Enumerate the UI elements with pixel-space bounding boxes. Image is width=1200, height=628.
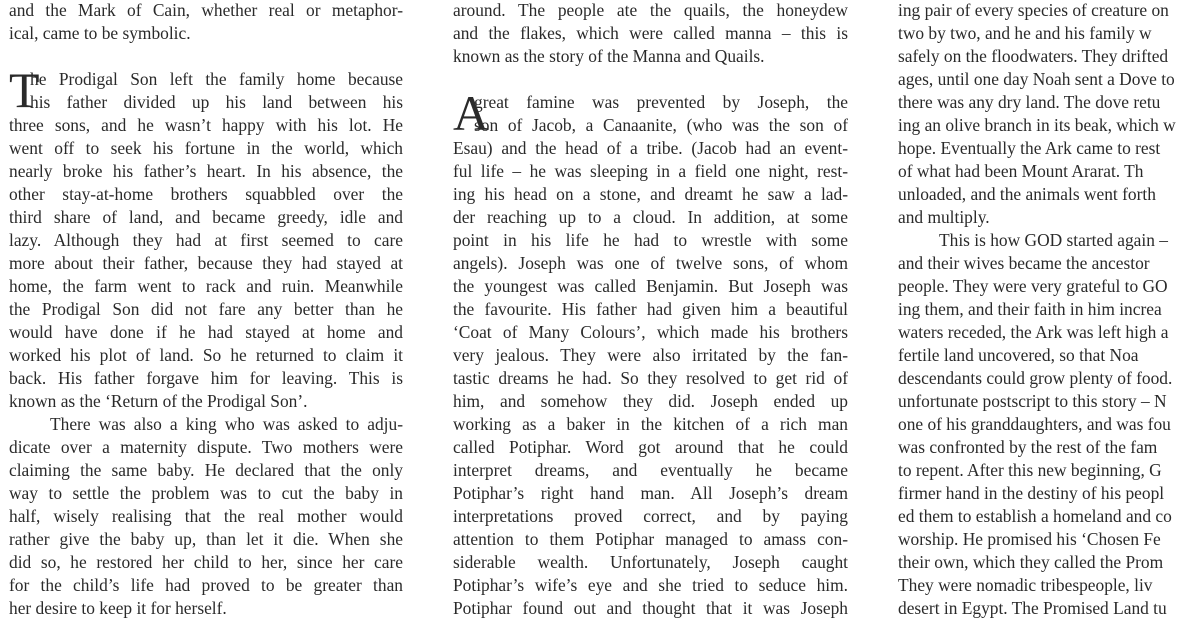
text-line: Potiphar’s right hand man. All Joseph’s dream [453,483,848,503]
text-line: Esau) and the head of a tribe. (Jacob had an event- [453,138,848,158]
text-line: point in his life he had to wrestle with some [453,230,848,250]
text-line: other stay-at-home brothers squabbled over the [9,184,403,204]
text-line: Potiphar’s wife’s eye and she tried to seduce him. [453,575,848,595]
text-line: firmer hand in the destiny of his peopl [898,483,1165,503]
text-line: and the flakes, which were called manna – this is [453,23,848,43]
text-line: rather give the baby up, than let it die. When she [9,529,403,549]
text-line: called Potiphar. Word got around that he could [453,437,848,457]
text-line: way to settle the problem was to cut the baby in [9,483,403,503]
text-line: and the Mark of Cain, whether real or metaphor- [9,0,403,20]
text-line: siderable wealth. Unfortunately, Joseph caught [453,552,848,572]
text-line: for the child’s life had proved to be greater than [9,575,403,595]
text-line: safely on the floodwaters. They drifted [898,46,1169,66]
text-line: people. They were very grateful to GO [898,276,1168,296]
text-line: their own, which they called the Prom [898,552,1164,572]
text-column-right-cropped [898,0,1200,628]
text-line: There was also a king who was asked to adju- [50,414,403,434]
text-line: ‘Coat of Many Colours’, which made his brothers [453,322,848,342]
text-line: fertile land uncovered, so that Noa [898,345,1139,365]
drop-cap: T [9,62,40,118]
text-line: the favourite. His father had given him a beautiful [453,299,848,319]
text-line: back. His father forgave him for leaving. This is [9,368,403,388]
text-line: and their wives became the ancestor [898,253,1150,273]
text-line: working as a baker in the kitchen of a rich man [453,414,848,434]
text-line: known as the story of the Manna and Quails. [453,46,765,66]
text-column-left [9,0,403,628]
text-line: attention to them Potiphar managed to amass con- [453,529,848,549]
text-line: worship. He promised his ‘Chosen Fe [898,529,1161,549]
text-line: angels). Joseph was one of twelve sons, of whom [453,253,848,273]
text-line: unfortunate postscript to this story – N [898,391,1167,411]
text-line: ical, came to be symbolic. [9,23,191,43]
text-line: ful life – he was sleeping in a field one night, rest- [453,161,848,181]
text-line: to repent. After this new beginning, G [898,460,1162,480]
text-line: of what had been Mount Ararat. Th [898,161,1144,181]
text-line: did so, he restored her child to her, since her care [9,552,403,572]
text-line: there was any dry land. The dove retu [898,92,1161,112]
text-line: interpret dreams, and eventually he became [453,460,848,480]
text-line: and multiply. [898,207,990,227]
text-line: his father divided up his land between his [30,92,403,112]
text-line: lazy. Although they had at first seemed to care [9,230,403,250]
text-line: They were nomadic tribespeople, liv [898,575,1153,595]
text-line: desert in Egypt. The Promised Land tu [898,598,1167,618]
text-line: one of his granddaughters, and was fou [898,414,1171,434]
drop-cap: A [453,85,490,141]
text-line: went off to seek his fortune in the world, which [9,138,403,158]
text-line: ing his head on a stone, and dreamt he saw a lad- [453,184,848,204]
text-line: great famine was prevented by Joseph, the [474,92,848,112]
text-line: tastic dreams he had. So they resolved to get rid of [453,368,848,388]
paragraph-gap [9,45,403,68]
text-line: Potiphar found out and thought that it was Joseph [453,598,848,618]
text-line: more about their father, because they had stayed at [9,253,403,273]
text-line: third share of land, and became greedy, idle and [9,207,403,227]
text-line: ing an olive branch in its beak, which w [898,115,1176,135]
text-line: nearly broke his father’s heart. In his absence, the [9,161,403,181]
text-line: claiming the same baby. He declared that the only [9,460,403,480]
text-line: hope. Eventually the Ark came to rest [898,138,1161,158]
paragraph-gap [453,68,848,91]
text-line: the Prodigal Son did not fare any better than he [9,299,403,319]
text-line: three sons, and he wasn’t happy with his lot. He [9,115,403,135]
text-line: ing pair of every species of creature on [898,0,1169,20]
text-line: ing them, and their faith in him increa [898,299,1162,319]
text-line: was confronted by the rest of the fam [898,437,1158,457]
text-line: waters receded, the Ark was left high a [898,322,1169,342]
text-line: worked his plot of land. So he returned to claim it [9,345,403,365]
text-line: dicate over a maternity dispute. Two mothers were [9,437,403,457]
text-line: home, the farm went to rack and ruin. Meanwhile [9,276,403,296]
text-line: two by two, and he and his family w [898,23,1152,43]
text-line: would have done if he had stayed at home and [9,322,403,342]
text-line: der reaching up to a cloud. In addition, at some [453,207,848,227]
text-line: the youngest was called Benjamin. But Joseph was [453,276,848,296]
text-line: very jealous. They were also irritated by the fan- [453,345,848,365]
text-line: son of Jacob, a Canaanite, (who was the son of [474,115,848,135]
text-line: he Prodigal Son left the family home because [30,69,403,89]
text-line: interpretations proved correct, and by paying [453,506,848,526]
text-line: him, and somehow they did. Joseph ended up [453,391,848,411]
text-line: unloaded, and the animals went forth [898,184,1156,204]
text-line: descendants could grow plenty of food. [898,368,1173,388]
text-line: ed them to establish a homeland and co [898,506,1172,526]
text-line: around. The people ate the quails, the honeydew [453,0,848,20]
text-line: known as the ‘Return of the Prodigal Son’. [9,391,308,411]
text-line: half, wisely realising that the real mother would [9,506,403,526]
text-line: her desire to keep it for herself. [9,598,227,618]
text-line: ages, until one day Noah sent a Dove to [898,69,1175,89]
text-line: This is how GOD started again – [939,230,1168,250]
text-column-middle [453,0,848,628]
